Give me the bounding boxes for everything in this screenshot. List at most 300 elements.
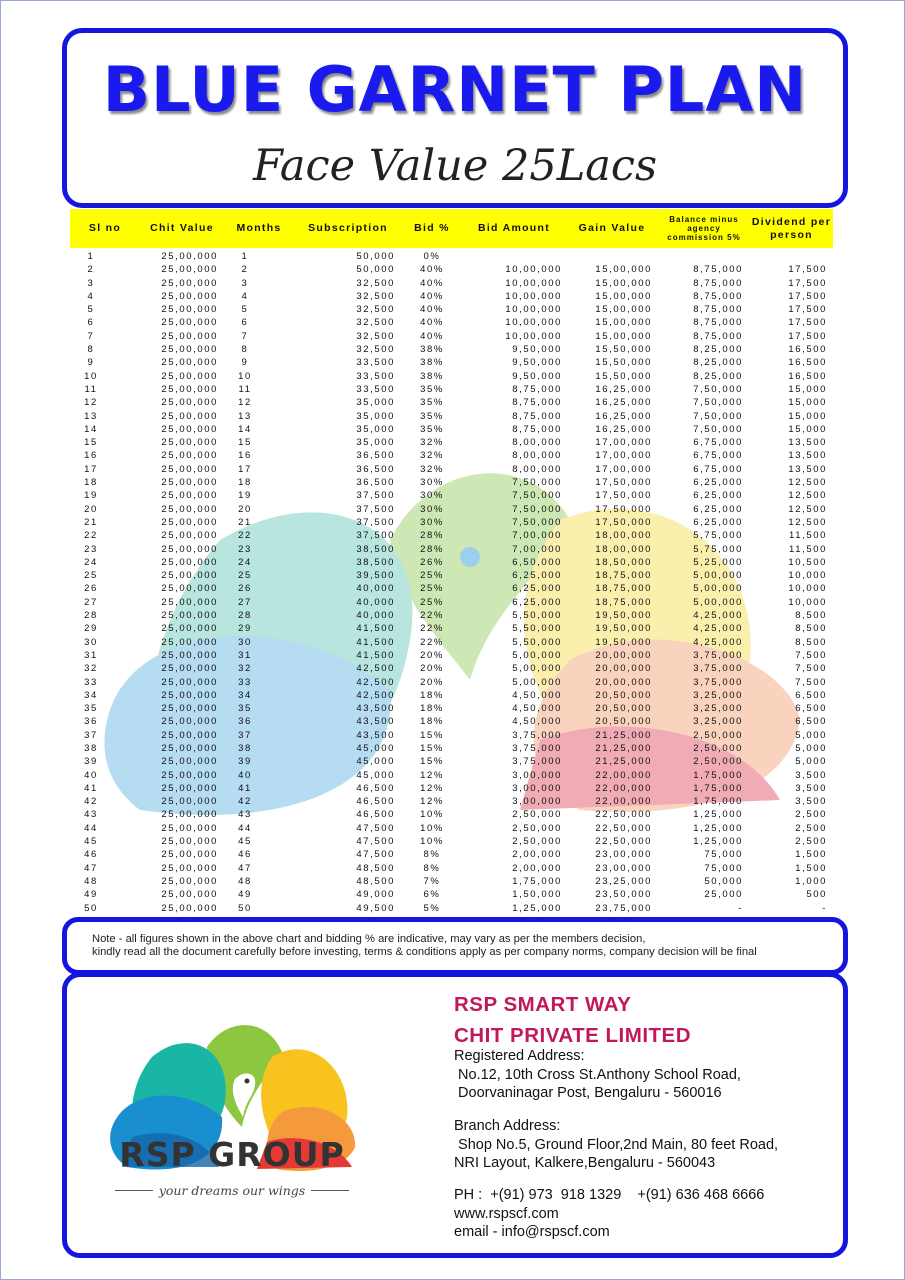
cell-sl-no: 50 (84, 902, 98, 914)
cell-months: 22 (238, 530, 252, 542)
table-row (70, 544, 833, 557)
table-row (70, 783, 833, 796)
cell-months: 19 (238, 490, 252, 502)
cell-gain-value: 15,50,000 (595, 344, 652, 356)
cell-chit-value: 25,00,000 (161, 610, 218, 622)
chit-plan-table (70, 209, 833, 916)
cell-bid-amount: 10,00,000 (505, 304, 562, 316)
company-name (454, 989, 691, 1051)
cell-subscription: 47,500 (356, 849, 395, 861)
cell-bid-percent: 0% (423, 251, 441, 262)
table-row (70, 743, 833, 756)
cell-sl-no: 23 (84, 543, 98, 555)
cell-bid-amount: 4,50,000 (512, 716, 562, 728)
cell-balance: 8,75,000 (693, 290, 743, 302)
cell-subscription: 36,500 (356, 450, 395, 462)
cell-bid-percent: 32% (420, 437, 444, 449)
cell-balance: 2,50,000 (693, 729, 743, 741)
cell-dividend: 5,000 (795, 742, 827, 754)
cell-dividend: 17,500 (788, 277, 827, 289)
cell-gain-value: 22,00,000 (595, 769, 652, 781)
table-row (70, 650, 833, 663)
table-row (70, 384, 833, 397)
cell-bid-amount: 10,00,000 (505, 277, 562, 289)
cell-bid-amount: 4,50,000 (512, 703, 562, 715)
cell-months: 3 (241, 277, 249, 289)
cell-sl-no: 14 (84, 423, 98, 435)
cell-gain-value: 16,25,000 (595, 383, 652, 395)
cell-balance: 6,75,000 (693, 463, 743, 475)
cell-bid-percent: 28% (420, 543, 444, 555)
cell-gain-value: 23,50,000 (595, 889, 652, 901)
cell-sl-no: 20 (84, 503, 98, 515)
cell-subscription: 50,000 (356, 264, 395, 276)
cell-sl-no: 45 (84, 836, 98, 848)
cell-dividend: 1,500 (795, 862, 827, 874)
table-row (70, 823, 833, 836)
cell-subscription: 37,500 (356, 503, 395, 515)
cell-bid-percent: 6% (423, 889, 441, 901)
cell-months: 37 (238, 729, 252, 741)
cell-bid-percent: 40% (420, 304, 444, 316)
cell-balance: 8,25,000 (693, 357, 743, 369)
cell-dividend: 10,500 (788, 556, 827, 568)
cell-chit-value: 25,00,000 (161, 330, 218, 342)
table-row (70, 677, 833, 690)
cell-bid-percent: 12% (420, 782, 444, 794)
col-dividend-per-person: Dividend per person (751, 216, 832, 241)
cell-bid-percent: 35% (420, 383, 444, 395)
cell-dividend: 3,500 (795, 769, 827, 781)
brand-tagline: your dreams our wings (158, 1183, 306, 1198)
cell-chit-value: 25,00,000 (161, 503, 218, 515)
cell-gain-value: 23,00,000 (595, 862, 652, 874)
cell-gain-value: 18,75,000 (595, 583, 652, 595)
cell-bid-percent: 38% (420, 370, 444, 382)
cell-sl-no: 42 (84, 796, 98, 808)
cell-chit-value: 25,00,000 (161, 277, 218, 289)
cell-gain-value: 21,25,000 (595, 729, 652, 741)
cell-chit-value: 25,00,000 (161, 902, 218, 914)
cell-balance: 8,75,000 (693, 317, 743, 329)
cell-chit-value: 25,00,000 (161, 490, 218, 502)
cell-subscription: 42,500 (356, 676, 395, 688)
cell-balance: 7,50,000 (693, 410, 743, 422)
cell-dividend: 8,500 (795, 610, 827, 622)
cell-balance: 8,25,000 (693, 344, 743, 356)
cell-balance: 4,25,000 (693, 636, 743, 648)
table-row (70, 371, 833, 384)
cell-dividend: 15,000 (788, 397, 827, 409)
website-link[interactable]: www.rspscf.com (454, 1205, 559, 1222)
table-row (70, 770, 833, 783)
cell-bid-percent: 18% (420, 689, 444, 701)
cell-chit-value: 25,00,000 (161, 450, 218, 462)
cell-bid-percent: 20% (420, 676, 444, 688)
cell-sl-no: 26 (84, 583, 98, 595)
cell-sl-no: 28 (84, 610, 98, 622)
cell-subscription: 42,500 (356, 663, 395, 675)
table-row (70, 317, 833, 330)
brand-name: RSP GROUP (119, 1135, 345, 1174)
cell-months: 40 (238, 769, 252, 781)
registered-address-line-2: Doorvaninagar Post, Bengaluru - 560016 (454, 1085, 722, 1101)
cell-chit-value: 25,00,000 (161, 769, 218, 781)
table-row (70, 876, 833, 889)
cell-subscription: 36,500 (356, 463, 395, 475)
cell-months: 17 (238, 463, 252, 475)
table-row (70, 756, 833, 769)
cell-subscription: 32,500 (356, 304, 395, 316)
cell-balance: 5,25,000 (693, 556, 743, 568)
cell-bid-percent: 35% (420, 397, 444, 409)
cell-months: 45 (238, 836, 252, 848)
cell-subscription: 33,500 (356, 383, 395, 395)
cell-dividend: 16,500 (788, 370, 827, 382)
cell-gain-value: 18,75,000 (595, 596, 652, 608)
cell-chit-value: 25,00,000 (161, 849, 218, 861)
cell-chit-value: 25,00,000 (161, 782, 218, 794)
cell-dividend: 2,500 (795, 836, 827, 848)
cell-bid-amount: 6,50,000 (512, 556, 562, 568)
cell-months: 23 (238, 543, 252, 555)
cell-balance: 4,25,000 (693, 623, 743, 635)
registered-address-line-1: No.12, 10th Cross St.Anthony School Road, (454, 1066, 741, 1083)
table-row (70, 464, 833, 477)
table-row (70, 716, 833, 729)
cell-bid-percent: 15% (420, 756, 444, 768)
cell-subscription: 33,500 (356, 370, 395, 382)
cell-dividend: 10,000 (788, 570, 827, 582)
company-name-line-2: CHIT PRIVATE LIMITED (454, 1024, 692, 1047)
cell-bid-percent: 20% (420, 649, 444, 661)
cell-bid-amount: 8,75,000 (512, 423, 562, 435)
cell-sl-no: 29 (84, 623, 98, 635)
cell-months: 9 (241, 357, 249, 369)
cell-bid-percent: 8% (423, 862, 441, 874)
cell-sl-no: 49 (84, 889, 98, 901)
cell-sl-no: 25 (84, 570, 98, 582)
cell-gain-value: 21,25,000 (595, 756, 652, 768)
cell-balance: 75,000 (704, 849, 743, 861)
cell-months: 15 (238, 437, 252, 449)
cell-sl-no: 24 (84, 556, 98, 568)
cell-subscription: 47,500 (356, 822, 395, 834)
table-row (70, 304, 833, 317)
cell-bid-percent: 20% (420, 663, 444, 675)
branch-address-line-1: Shop No.5, Ground Floor,2nd Main, 80 feet Road, (454, 1136, 779, 1153)
cell-bid-amount: 6,25,000 (512, 570, 562, 582)
cell-bid-percent: 18% (420, 716, 444, 728)
cell-sl-no: 16 (84, 450, 98, 462)
cell-bid-percent: 30% (420, 477, 444, 489)
cell-bid-amount: 1,50,000 (512, 889, 562, 901)
cell-gain-value: 20,00,000 (595, 663, 652, 675)
cell-sl-no: 47 (84, 862, 98, 874)
cell-months: 8 (241, 344, 249, 356)
cell-gain-value: 15,50,000 (595, 357, 652, 369)
cell-gain-value: 16,25,000 (595, 397, 652, 409)
table-row (70, 610, 833, 623)
cell-bid-amount: 10,00,000 (505, 330, 562, 342)
cell-subscription: 48,500 (356, 875, 395, 887)
table-row (70, 663, 833, 676)
cell-months: 21 (238, 516, 252, 528)
cell-chit-value: 25,00,000 (161, 290, 218, 302)
cell-balance: 3,25,000 (693, 716, 743, 728)
cell-balance: 1,75,000 (693, 782, 743, 794)
cell-sl-no: 12 (84, 397, 98, 409)
cell-sl-no: 18 (84, 477, 98, 489)
cell-subscription: 41,500 (356, 649, 395, 661)
cell-months: 28 (238, 610, 252, 622)
cell-bid-amount: 10,00,000 (505, 290, 562, 302)
cell-balance: 6,75,000 (693, 437, 743, 449)
cell-subscription: 45,000 (356, 742, 395, 754)
cell-chit-value: 25,00,000 (161, 862, 218, 874)
table-row (70, 570, 833, 583)
cell-bid-percent: 12% (420, 769, 444, 781)
cell-chit-value: 25,00,000 (161, 516, 218, 528)
cell-subscription: 39,500 (356, 570, 395, 582)
cell-gain-value: 23,25,000 (595, 875, 652, 887)
cell-balance: 3,75,000 (693, 676, 743, 688)
cell-subscription: 38,500 (356, 543, 395, 555)
note-line-1: Note - all figures shown in the above chart and bidding % are indicative, may vary as per the members decision, (92, 933, 646, 945)
cell-sl-no: 48 (84, 875, 98, 887)
table-row (70, 437, 833, 450)
cell-chit-value: 25,00,000 (161, 304, 218, 316)
cell-chit-value: 25,00,000 (161, 463, 218, 475)
cell-chit-value: 25,00,000 (161, 703, 218, 715)
cell-gain-value: 22,00,000 (595, 782, 652, 794)
cell-dividend: 17,500 (788, 290, 827, 302)
cell-gain-value: 17,50,000 (595, 503, 652, 515)
cell-bid-percent: 15% (420, 729, 444, 741)
cell-chit-value: 25,00,000 (161, 264, 218, 276)
cell-bid-amount: 1,75,000 (512, 875, 562, 887)
col-bid-amount: Bid Amount (477, 222, 551, 235)
cell-balance: 7,50,000 (693, 423, 743, 435)
cell-balance: 5,00,000 (693, 570, 743, 582)
cell-subscription: 50,000 (356, 251, 395, 262)
cell-sl-no: 41 (84, 782, 98, 794)
cell-subscription: 38,500 (356, 556, 395, 568)
cell-sl-no: 40 (84, 769, 98, 781)
table-row (70, 557, 833, 570)
col-bid-percent: Bid % (414, 222, 450, 235)
cell-bid-amount: 9,50,000 (512, 344, 562, 356)
cell-subscription: 36,500 (356, 477, 395, 489)
contact-details (454, 1186, 764, 1242)
cell-chit-value: 25,00,000 (161, 756, 218, 768)
cell-bid-amount: 10,00,000 (505, 264, 562, 276)
cell-subscription: 32,500 (356, 290, 395, 302)
cell-bid-percent: 30% (420, 516, 444, 528)
cell-gain-value: 17,00,000 (595, 450, 652, 462)
table-row (70, 264, 833, 277)
cell-chit-value: 25,00,000 (161, 370, 218, 382)
cell-balance: 6,25,000 (693, 477, 743, 489)
cell-bid-percent: 26% (420, 556, 444, 568)
cell-chit-value: 25,00,000 (161, 423, 218, 435)
cell-gain-value: 17,00,000 (595, 437, 652, 449)
cell-balance: 3,75,000 (693, 663, 743, 675)
plan-title: BLUE GARNET PLAN (102, 53, 808, 126)
cell-bid-amount: 8,75,000 (512, 397, 562, 409)
cell-months: 46 (238, 849, 252, 861)
cell-chit-value: 25,00,000 (161, 410, 218, 422)
cell-gain-value: 17,00,000 (595, 463, 652, 475)
table-row (70, 849, 833, 862)
cell-balance: 3,25,000 (693, 703, 743, 715)
table-row (70, 836, 833, 849)
cell-months: 44 (238, 822, 252, 834)
cell-bid-amount: 4,50,000 (512, 689, 562, 701)
table-row (70, 530, 833, 543)
cell-balance: 3,75,000 (693, 649, 743, 661)
registered-address (454, 1047, 741, 1103)
cell-sl-no: 34 (84, 689, 98, 701)
note-line-2: kindly read all the document carefully before investing, terms & conditions apply as per company norms, company decision will be final (92, 946, 757, 958)
cell-chit-value: 25,00,000 (161, 317, 218, 329)
cell-dividend: 10,000 (788, 596, 827, 608)
cell-months: 26 (238, 583, 252, 595)
cell-bid-percent: 40% (420, 317, 444, 329)
cell-chit-value: 25,00,000 (161, 477, 218, 489)
cell-months: 43 (238, 809, 252, 821)
cell-bid-percent: 5% (423, 902, 441, 914)
cell-balance: 1,25,000 (693, 809, 743, 821)
cell-bid-percent: 40% (420, 264, 444, 276)
cell-chit-value: 25,00,000 (161, 570, 218, 582)
cell-chit-value: 25,00,000 (161, 251, 218, 262)
cell-balance: 1,75,000 (693, 796, 743, 808)
table-row (70, 450, 833, 463)
cell-balance: 5,00,000 (693, 583, 743, 595)
cell-bid-amount: 8,75,000 (512, 410, 562, 422)
cell-subscription: 37,500 (356, 516, 395, 528)
col-chit-value: Chit Value (150, 222, 214, 235)
cell-dividend: 13,500 (788, 437, 827, 449)
col-balance-minus-commission: Balance minus agency commission 5% (667, 214, 741, 243)
cell-bid-percent: 40% (420, 330, 444, 342)
cell-chit-value: 25,00,000 (161, 383, 218, 395)
cell-gain-value: 17,50,000 (595, 477, 652, 489)
title-panel (62, 28, 848, 208)
cell-chit-value: 25,00,000 (161, 875, 218, 887)
cell-gain-value: 19,50,000 (595, 623, 652, 635)
cell-bid-amount: 8,00,000 (512, 463, 562, 475)
cell-chit-value: 25,00,000 (161, 623, 218, 635)
cell-months: 14 (238, 423, 252, 435)
cell-gain-value: 18,00,000 (595, 530, 652, 542)
disclaimer-note (62, 917, 848, 975)
cell-months: 32 (238, 663, 252, 675)
cell-balance: 6,75,000 (693, 450, 743, 462)
cell-bid-amount: 8,00,000 (512, 450, 562, 462)
table-row (70, 796, 833, 809)
cell-dividend: 2,500 (795, 809, 827, 821)
cell-gain-value: 18,50,000 (595, 556, 652, 568)
table-row (70, 344, 833, 357)
cell-sl-no: 39 (84, 756, 98, 768)
cell-gain-value: 17,50,000 (595, 490, 652, 502)
cell-subscription: 37,500 (356, 490, 395, 502)
cell-dividend: 8,500 (795, 623, 827, 635)
table-row (70, 504, 833, 517)
cell-months: 11 (238, 383, 252, 395)
cell-balance: 7,50,000 (693, 383, 743, 395)
cell-months: 38 (238, 742, 252, 754)
cell-sl-no: 9 (87, 357, 95, 369)
cell-gain-value: 23,00,000 (595, 849, 652, 861)
col-months: Months (236, 222, 282, 235)
cell-bid-amount: 7,00,000 (512, 543, 562, 555)
phone-numbers: PH : +(91) 973 918 1329 +(91) 636 468 6666 (454, 1187, 765, 1203)
cell-chit-value: 25,00,000 (161, 822, 218, 834)
cell-gain-value: 17,50,000 (595, 516, 652, 528)
cell-balance: 75,000 (704, 862, 743, 874)
cell-balance: 25,000 (704, 889, 743, 901)
cell-sl-no: 44 (84, 822, 98, 834)
cell-balance: 6,25,000 (693, 503, 743, 515)
cell-sl-no: 1 (87, 251, 95, 262)
cell-months: 6 (241, 317, 249, 329)
cell-sl-no: 32 (84, 663, 98, 675)
cell-sl-no: 31 (84, 649, 98, 661)
cell-sl-no: 4 (87, 290, 95, 302)
cell-months: 25 (238, 570, 252, 582)
cell-sl-no: 7 (87, 330, 95, 342)
cell-subscription: 32,500 (356, 277, 395, 289)
table-row (70, 357, 833, 370)
cell-subscription: 32,500 (356, 317, 395, 329)
tagline-rule-right (311, 1190, 349, 1191)
cell-subscription: 35,000 (356, 410, 395, 422)
cell-dividend: 12,500 (788, 477, 827, 489)
cell-sl-no: 38 (84, 742, 98, 754)
cell-balance: 1,25,000 (693, 836, 743, 848)
cell-sl-no: 10 (84, 370, 98, 382)
table-body (70, 248, 833, 916)
email-link[interactable]: email - info@rspscf.com (454, 1224, 610, 1240)
cell-gain-value: 15,00,000 (595, 330, 652, 342)
cell-gain-value: 15,50,000 (595, 370, 652, 382)
cell-chit-value: 25,00,000 (161, 796, 218, 808)
table-row (70, 251, 833, 264)
cell-subscription: 46,500 (356, 809, 395, 821)
cell-subscription: 40,000 (356, 583, 395, 595)
cell-dividend: 17,500 (788, 264, 827, 276)
cell-subscription: 43,500 (356, 716, 395, 728)
cell-bid-amount: 2,50,000 (512, 809, 562, 821)
cell-dividend: 13,500 (788, 463, 827, 475)
cell-chit-value: 25,00,000 (161, 530, 218, 542)
cell-months: 10 (238, 370, 252, 382)
cell-chit-value: 25,00,000 (161, 836, 218, 848)
table-row (70, 690, 833, 703)
cell-dividend: 11,500 (789, 530, 827, 542)
cell-gain-value: 16,25,000 (595, 423, 652, 435)
cell-months: 16 (238, 450, 252, 462)
cell-bid-percent: 38% (420, 344, 444, 356)
cell-sl-no: 8 (87, 344, 95, 356)
cell-subscription: 45,000 (356, 756, 395, 768)
cell-bid-percent: 8% (423, 849, 441, 861)
table-row (70, 397, 833, 410)
table-row (70, 637, 833, 650)
